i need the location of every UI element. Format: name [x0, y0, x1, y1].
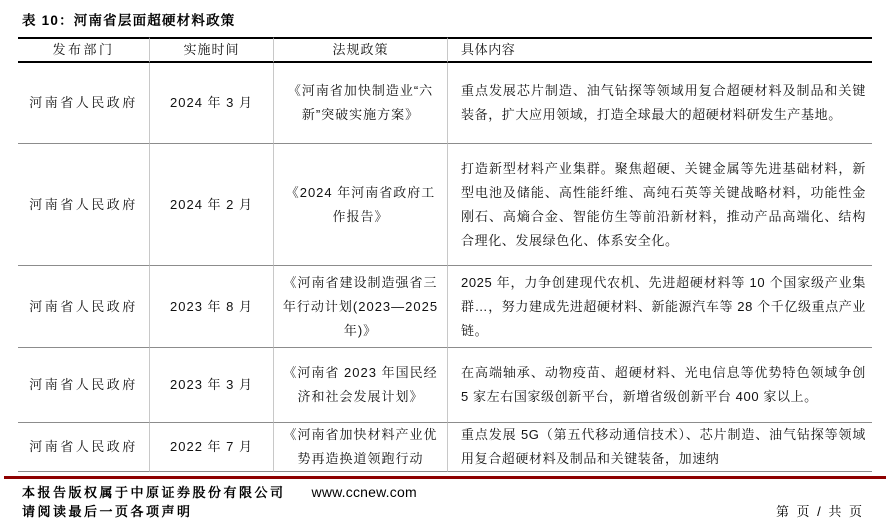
policy-table [18, 37, 872, 472]
cell-content: 打造新型材料产业集群。聚焦超硬、关键金属等先进基础材料，新型电池及储能、高性能纤维、高纯石英等关键战略材料，功能性金刚石、高熵合金、智能仿生等前沿新材料，推动产品高端化、结构合理化、发展绿色化、体系安全化。 [447, 143, 872, 265]
cell-content: 重点发展芯片制造、油气钻探等领域用复合超硬材料及制品和关键装备，扩大应用领域，打造全球最大的超硬材料研发生产基地。 [447, 63, 872, 143]
cell-policy: 《2024 年河南省政府工作报告》 [273, 143, 447, 265]
cell-dept: 河南省人民政府 [18, 265, 149, 347]
header-date: 实施时间 [149, 37, 273, 63]
cell-policy: 《河南省 2023 年国民经济和社会发展计划》 [273, 347, 447, 422]
cell-dept: 河南省人民政府 [18, 422, 149, 472]
header-dept: 发布部门 [18, 37, 149, 63]
cell-content: 重点发展 5G（第五代移动通信技术）、芯片制造、油气钻探等领域用复合超硬材料及制品和关键装备，加速纳 [447, 422, 872, 472]
website-link[interactable]: www.ccnew.com [311, 484, 417, 500]
cell-dept: 河南省人民政府 [18, 347, 149, 422]
page-number-text-clipped: 第 页 / 共 页 [775, 504, 864, 519]
cell-dept: 河南省人民政府 [29, 95, 138, 110]
header-policy: 法规政策 [273, 37, 447, 63]
header-content: 具体内容 [447, 37, 872, 63]
cell-date: 2024 年 2 月 [149, 143, 273, 265]
disclaimer-text-clipped: 请阅读最后一页各项声明 [22, 504, 193, 519]
cell-policy: 《河南省加快制造业“六新”突破实施方案》 [273, 63, 447, 143]
cell-policy: 《河南省建设制造强省三年行动计划(2023—2025 年)》 [273, 265, 447, 347]
footer-red-divider [4, 476, 886, 479]
cell-dept: 河南省人民政府 [18, 143, 149, 265]
cell-date: 2024 年 3 月 [149, 63, 273, 143]
page-title: 表 10：河南省层面超硬材料政策 [22, 13, 236, 28]
cell-date: 2022 年 7 月 [149, 422, 273, 472]
cell-date: 2023 年 3 月 [149, 347, 273, 422]
footer [22, 482, 417, 501]
cell-date: 2023 年 8 月 [149, 265, 273, 347]
cell-policy: 《河南省加快材料产业优势再造换道领跑行动 [273, 422, 447, 472]
cell-content: 2025 年，力争创建现代农机、先进超硬材料等 10 个国家级产业集群…，努力建成先进超硬材料、新能源汽车等 28 个千亿级重点产业链。 [447, 265, 872, 347]
cell-content: 在高端轴承、动物疫苗、超硬材料、光电信息等优势特色领域争创 5 家左右国家级创新平台，新增省级创新平台 400 家以上。 [447, 347, 872, 422]
copyright-text: 本报告版权属于中原证券股份有限公司 [22, 485, 286, 500]
